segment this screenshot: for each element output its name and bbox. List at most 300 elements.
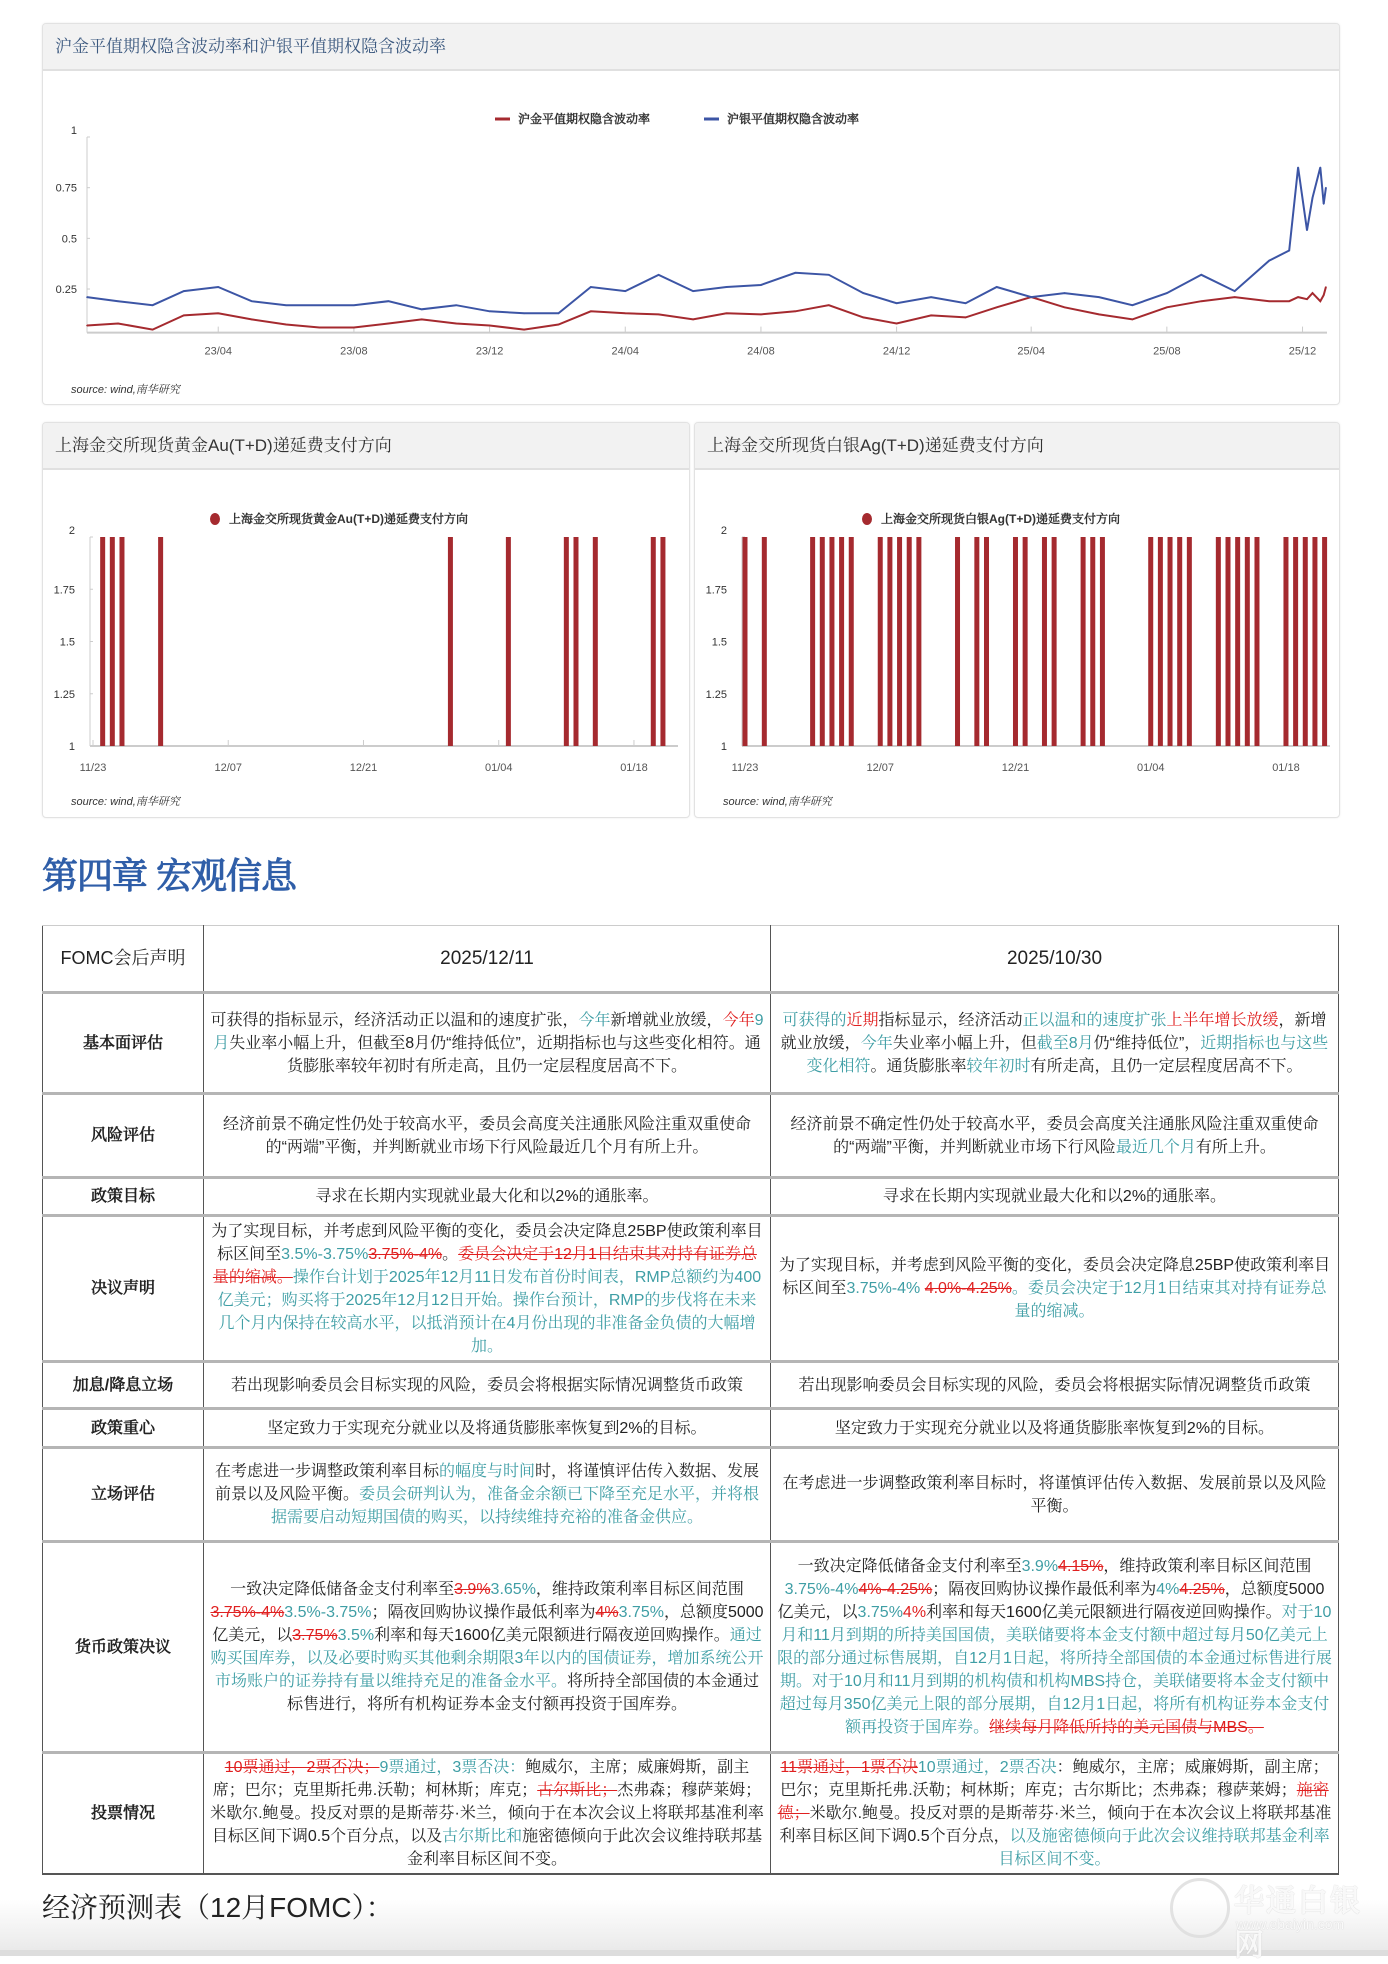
x-tick-label: 11/23: [79, 762, 107, 774]
bar-01-11: [1216, 537, 1221, 746]
deleted-text: 4.0%-4.25%: [924, 1280, 1012, 1297]
legend-label: 沪银平值期权隐含波动率: [727, 112, 860, 126]
changed-text: 上半年增长放缓: [1166, 1011, 1279, 1029]
data-point: [896, 323, 898, 325]
data-point: [217, 313, 219, 315]
data-point: [1320, 300, 1322, 302]
table-row: [43, 1094, 1339, 1178]
x-tick-label: 01/18: [620, 762, 648, 774]
changed-text: 近期指标也与这些变化相符: [806, 1034, 1329, 1075]
bar-01-08: [1187, 537, 1192, 746]
data-point: [760, 314, 762, 316]
table-row: [43, 1542, 1339, 1753]
cell-2025-12-11: [204, 1409, 771, 1448]
data-point: [996, 286, 998, 288]
changed-text: 9票通过，3票否决：: [379, 1759, 526, 1776]
changed-text: 近期: [846, 1011, 879, 1029]
x-tick-label: 23/12: [475, 345, 504, 358]
data-point: [996, 306, 998, 308]
text: 时，将谨慎评估传入数据、发展前景以及风险平衡。: [214, 1463, 760, 1503]
data-point: [1234, 296, 1236, 298]
text: 为了实现目标，并考虑到风险平衡的变化，委员会决定降息25BP使政策利率目标区间至: [211, 1222, 763, 1263]
data-point: [489, 311, 491, 313]
data-point: [1288, 250, 1290, 252]
row-label: 基本面评估: [43, 993, 204, 1094]
deleted-text: 3.75%-4%: [210, 1604, 285, 1621]
x-tick-label: 23/08: [340, 345, 368, 358]
gold-roll-fee-bar-chart: [43, 423, 689, 817]
changed-text: 较年初时: [966, 1057, 1031, 1075]
y-tick-label: 1: [68, 741, 75, 753]
deleted-text: 11票通过，1票否决: [780, 1759, 918, 1776]
x-tick-label: 25/04: [1017, 345, 1045, 358]
table-row: [43, 1216, 1339, 1362]
changed-text: 今年: [578, 1011, 611, 1029]
header-cell: 2025/12/11: [204, 926, 771, 993]
data-point: [726, 313, 728, 315]
chapter-heading: 第四章 宏观信息: [42, 855, 297, 896]
data-point: [1306, 298, 1308, 300]
cell-2025-12-11: [204, 1178, 771, 1216]
data-point: [353, 327, 355, 329]
row-label: 政策目标: [43, 1178, 204, 1216]
y-tick-label: 1: [720, 741, 727, 753]
data-point: [760, 284, 762, 286]
data-point: [1297, 167, 1299, 169]
data-point: [590, 311, 592, 313]
bar-12-28: [1081, 537, 1086, 746]
bar-01-12: [574, 537, 579, 746]
bar-11-24: [100, 537, 105, 746]
row-label: 投票情况: [43, 1753, 204, 1875]
y-tick-label: 1.5: [711, 636, 727, 649]
source-note: source: wind,南华研究: [71, 384, 180, 396]
changed-text: 3.5%-3.75%: [284, 1604, 372, 1621]
data-point: [828, 274, 830, 276]
data-point: [896, 302, 898, 304]
deleted-text: 3.75%: [292, 1627, 338, 1644]
text: ：鲍威尔，主席；威廉姆斯，副主席；巴尔；克里斯托弗.沃勒；柯林斯；库克；古尔斯比；杰弗森；穆萨莱姆；: [780, 1759, 1329, 1799]
bar-12-25: [1052, 537, 1057, 746]
text: 失业率小幅上升，但截至8月仍“维持低位”，近期指标也与这些变化相符。通货膨胀率较年初时有所走高，且仍一定层程度居高不下。: [229, 1034, 761, 1075]
data-point: [388, 300, 390, 302]
x-tick-label: 12/07: [866, 762, 895, 774]
data-point: [285, 304, 287, 306]
text: 若出现影响委员会目标实现的风险，委员会将根据实际情况调整货币政策: [798, 1376, 1311, 1394]
table-header-row: [43, 926, 1339, 993]
cell-2025-12-11: [204, 1448, 771, 1542]
data-point: [455, 323, 457, 325]
legend-label: 沪金平值期权隐含波动率: [518, 112, 651, 126]
source-note: source: wind,南华研究: [723, 796, 832, 808]
gold-roll-fee-chart-card: [42, 422, 690, 818]
bar-01-11: [564, 537, 569, 746]
data-point: [183, 290, 185, 292]
bar-01-20: [1303, 537, 1308, 746]
bar-11-25: [762, 537, 767, 746]
bar-01-06: [1168, 537, 1173, 746]
legend-label: 上海金交所现货白银Ag(T+D)递延费支付方向: [881, 512, 1120, 526]
data-point: [692, 290, 694, 292]
table-row: [43, 1409, 1339, 1448]
deleted-text: 施密德；: [777, 1782, 1329, 1822]
data-point: [1064, 292, 1066, 294]
text: 有所走高，且仍一定层程度居高不下。: [1030, 1057, 1303, 1075]
x-tick-label: 12/21: [349, 762, 378, 774]
bar-12-30: [448, 537, 453, 746]
changed-text: 截至8月: [1036, 1034, 1094, 1052]
x-tick-label: 01/04: [484, 762, 513, 774]
bar-01-14: [1245, 537, 1250, 746]
data-point: [1166, 292, 1168, 294]
text: ；隔夜回购协议操作最低利率为: [371, 1604, 596, 1621]
series-line-0: [87, 287, 1326, 330]
cell-2025-10-30: [771, 1362, 1339, 1409]
changed-text: 最近几个月: [1115, 1138, 1196, 1156]
text: 。: [442, 1245, 459, 1263]
data-point: [930, 315, 932, 317]
data-point: [828, 304, 830, 306]
data-point: [285, 324, 287, 326]
changed-text: 3.5%: [337, 1627, 375, 1644]
changed-text: 4%: [902, 1604, 927, 1621]
changed-text: 今年: [860, 1034, 893, 1052]
data-point: [421, 308, 423, 310]
bar-12-15: [955, 537, 960, 746]
bar-11-23: [743, 537, 748, 746]
forecast-heading: 经济预测表（12月FOMC）：: [42, 1892, 394, 1923]
data-point: [1132, 319, 1134, 321]
bar-12-03: [839, 537, 844, 746]
bar-01-13: [1235, 537, 1240, 746]
series-line-1: [87, 167, 1326, 313]
text: 在考虑进一步调整政策利率目标: [214, 1463, 439, 1480]
text: 可获得的指标显示，经济活动正以温和的速度扩张，: [210, 1011, 579, 1029]
bar-01-21: [1312, 537, 1317, 746]
bar-11-26: [119, 537, 124, 746]
deleted-text: 4%: [595, 1604, 619, 1621]
row-label: 政策重心: [43, 1409, 204, 1448]
bar-01-05: [1158, 537, 1163, 746]
row-label: 加息/降息立场: [43, 1362, 204, 1409]
silver-roll-fee-bar-chart: [695, 423, 1339, 817]
data-point: [1268, 300, 1270, 302]
legend-label: 上海金交所现货黄金Au(T+D)递延费支付方向: [229, 512, 468, 526]
changed-text: 10票通过，2票否决: [917, 1759, 1057, 1776]
data-point: [1234, 290, 1236, 292]
cell-2025-10-30: [771, 1753, 1339, 1875]
volatility-chart-card: [42, 23, 1340, 405]
watermark-url: www.ebaiyin.com: [1236, 1916, 1345, 1932]
data-point: [489, 325, 491, 327]
bar-12-11: [916, 537, 921, 746]
changed-text: 正以温和的速度扩张: [1022, 1011, 1167, 1029]
bar-11-30: [158, 537, 163, 746]
text: ，总额度5000亿美元，以: [212, 1604, 764, 1644]
data-point: [523, 313, 525, 315]
text: 失业率小幅上升，但: [892, 1034, 1037, 1052]
data-point: [523, 329, 525, 331]
data-point: [930, 296, 932, 298]
text: 鲍威尔，主席；威廉姆斯，副主席；巴尔；克里斯托弗.沃勒；柯林斯；库克；: [212, 1759, 750, 1799]
changed-text: 委员会研判认为，准备金余额已下降至充足水平，并将根据需要启动短期国债的购买，以持续维持充裕的准备金供应。: [270, 1486, 760, 1526]
data-point: [1030, 296, 1032, 298]
changed-text: 操作台计划于2025年12月11日发布首份时间表，RMP总额约为400亿美元；购买将于2025年12月12日开始。操作台预计，RMP的步伐将在未来几个月内保持在较高水平，以抵消预计在4月份出现的非准备金负债的大幅增加。: [217, 1268, 762, 1355]
bar-12-04: [849, 537, 854, 746]
deleted-text: 10票通过，2票否决；: [224, 1759, 380, 1776]
x-tick-label: 11/23: [731, 762, 759, 774]
bar-12-02: [829, 537, 834, 746]
data-point: [558, 324, 560, 326]
data-point: [353, 304, 355, 306]
text: 。通货膨胀率: [870, 1057, 967, 1075]
table-row: [43, 1178, 1339, 1216]
watermark-icon: [1170, 1878, 1230, 1938]
data-point: [795, 311, 797, 313]
cell-2025-12-11: [204, 1362, 771, 1409]
deleted-text: 3.75%-4%: [368, 1245, 443, 1263]
data-point: [1268, 260, 1270, 262]
data-point: [1098, 296, 1100, 298]
x-tick-label: 25/12: [1288, 345, 1317, 358]
bar-12-08: [887, 537, 892, 746]
bar-12-21: [1013, 537, 1018, 746]
data-point: [1306, 229, 1308, 231]
bar-01-21: [660, 537, 665, 746]
watermark-logo: [1170, 1872, 1380, 1962]
data-point: [1297, 296, 1299, 298]
data-point: [421, 319, 423, 321]
x-tick-label: 01/04: [1136, 762, 1165, 774]
bar-01-22: [1322, 537, 1327, 746]
table-row: [43, 1753, 1339, 1875]
table-row: [43, 1362, 1339, 1409]
y-tick-label: 2: [720, 525, 727, 537]
data-point: [1201, 274, 1203, 276]
bar-01-19: [1293, 537, 1298, 746]
text: 若出现影响委员会目标实现的风险，委员会将根据实际情况调整货币政策: [230, 1376, 743, 1394]
row-label: 风险评估: [43, 1094, 204, 1178]
bar-12-10: [907, 537, 912, 746]
x-tick-label: 25/08: [1153, 345, 1181, 358]
silver-roll-fee-chart-card: [694, 422, 1340, 818]
data-point: [558, 313, 560, 315]
y-tick-label: 1.75: [705, 584, 727, 597]
x-tick-label: 01/18: [1272, 762, 1300, 774]
text: ，新增就业放缓，: [780, 1011, 1327, 1052]
cell-2025-12-11: [204, 993, 771, 1094]
text: 寻求在长期内实现就业最大化和以2%的通胀率。: [315, 1188, 659, 1205]
changed-text: 以及施密德倾向于此次会议维持联邦基金利率目标区间不变。: [998, 1828, 1330, 1868]
bar-12-24: [1042, 537, 1047, 746]
y-tick-label: 0.75: [55, 182, 77, 195]
table-row: [43, 993, 1339, 1094]
data-point: [1201, 300, 1203, 302]
deleted-text: 继续每月降低所持的美元国债与MBS。: [989, 1719, 1264, 1736]
cell-2025-10-30: [771, 1094, 1339, 1178]
text: ，维持政策利率目标区间范围: [535, 1581, 744, 1598]
bar-01-18: [1283, 537, 1288, 746]
data-point: [965, 302, 967, 304]
data-point: [319, 304, 321, 306]
data-point: [1288, 300, 1290, 302]
bar-01-15: [1254, 537, 1259, 746]
changed-text: 3.9%: [1021, 1558, 1059, 1575]
text: 在考虑进一步调整政策利率目标时，将谨慎评估传入数据、发展前景以及风险平衡。: [782, 1474, 1327, 1515]
bar-12-09: [897, 537, 902, 746]
data-point: [590, 286, 592, 288]
text: 寻求在长期内实现就业最大化和以2%的通胀率。: [882, 1188, 1227, 1205]
cell-2025-12-11: [204, 1542, 771, 1753]
text: 新增就业放缓，: [610, 1011, 723, 1029]
bar-01-12: [1226, 537, 1231, 746]
data-point: [117, 300, 119, 302]
deleted-text: 3.9%: [454, 1581, 491, 1598]
changed-text: 古尔斯比和: [442, 1828, 523, 1845]
bar-01-04: [1148, 537, 1153, 746]
changed-text: 对于10月和11月到期的所持美国国债，美联储要将本金支付额中超过每月50亿美元上限的部分通过标售展期，自12月1日起，将所持全部国债的本金通过标售进行展期。对于10月和11月到期的机构债和机构MBS持仓，美联储要将本金支付额中超过每月350亿美元上限的部分展期，自12月1日起，将所有机构证券本金支付额再投资于国库券。: [777, 1604, 1332, 1736]
y-tick-label: 1.25: [705, 688, 727, 701]
text: 施密德倾向于此次会议维持联邦基金利率目标区间不变。: [406, 1828, 763, 1868]
row-label: 决议声明: [43, 1216, 204, 1362]
text: 坚定致力于实现充分就业以及将通货膨胀率恢复到2%的目标。: [267, 1419, 707, 1437]
cell-2025-10-30: [771, 1178, 1339, 1216]
data-point: [1064, 306, 1066, 308]
data-point: [1098, 314, 1100, 316]
cell-2025-10-30: [771, 1216, 1339, 1362]
cell-2025-12-11: [204, 1216, 771, 1362]
text: 一致决定降低储备金支付利率至: [797, 1558, 1022, 1575]
text: 杰弗森；穆萨莱姆；米歇尔.鲍曼。投反对票的是斯蒂芬·米兰，倾向于在本次会议上将联邦基准利率目标区间下调0.5个百分点，以及: [210, 1782, 764, 1845]
cell-2025-10-30: [771, 1448, 1339, 1542]
y-tick-label: 1.75: [53, 584, 75, 597]
x-tick-label: 24/08: [747, 345, 775, 358]
legend-swatch: [210, 513, 220, 525]
data-point: [1312, 292, 1314, 294]
header-cell: 2025/10/30: [771, 926, 1339, 993]
changed-text: 3.75%: [857, 1604, 903, 1621]
cell-2025-10-30: [771, 993, 1339, 1094]
text: ；隔夜回购协议操作最低利率为: [932, 1581, 1157, 1598]
deleted-text: 古尔斯比；: [537, 1782, 618, 1799]
row-label: 立场评估: [43, 1448, 204, 1542]
data-point: [1312, 197, 1314, 199]
data-point: [692, 319, 694, 321]
text: 坚定致力于实现充分就业以及将通货膨胀率恢复到2%的目标。: [834, 1419, 1275, 1437]
bar-11-25: [110, 537, 115, 746]
y-tick-label: 1.5: [59, 636, 75, 649]
changed-text: 3.75%: [618, 1604, 664, 1621]
watermark-name: 华通白银网: [1234, 1885, 1362, 1962]
data-point: [1132, 304, 1134, 306]
changed-text: 通过购买国库券，以及必要时购买其他剩余期限3年以内的国债证券，增加系统公开市场账户的证券持有量以维持充足的准备金水平。: [210, 1627, 764, 1690]
x-tick-label: 23/04: [204, 345, 232, 358]
text: ，总额度5000亿美元，以: [777, 1581, 1325, 1621]
changed-text: 今年: [722, 1011, 755, 1029]
text: 一致决定降低储备金支付利率至: [230, 1581, 455, 1598]
text: 利率和每天1600亿美元限额进行隔夜逆回购操作。: [374, 1627, 730, 1644]
changed-text: 9月: [213, 1011, 764, 1052]
data-point: [152, 304, 154, 306]
data-point: [1166, 306, 1168, 308]
text: 经济前景不确定性仍处于较高水平，委员会高度关注通胀风险注重双重使命的“两端”平衡，并判断就业市场下行风险最近几个月有所上升。: [222, 1115, 751, 1156]
fomc-comparison-table: [42, 925, 1339, 1875]
data-point: [965, 317, 967, 319]
text: ，维持政策利率目标区间范围: [1103, 1558, 1312, 1575]
data-point: [86, 296, 88, 298]
bar-12-30: [1100, 537, 1105, 746]
cell-2025-12-11: [204, 1094, 771, 1178]
bar-01-14: [593, 537, 598, 746]
bar-12-18: [984, 537, 989, 746]
changed-text: 3.65%: [490, 1581, 536, 1598]
volatility-line-chart: [43, 24, 1339, 404]
changed-text: 3.75%-4%: [784, 1581, 859, 1598]
table-row: [43, 1448, 1339, 1542]
text: 米歇尔.鲍曼。投反对票的是斯蒂芬·米兰，倾向于在本次会议上将联邦基准利率目标区间下调0.5个百分点，: [779, 1805, 1332, 1845]
x-tick-label: 24/04: [611, 345, 640, 358]
deleted-text: 委员会决定于12月1日结束其对持有证券总量的缩减。: [212, 1245, 757, 1286]
legend-swatch: [862, 513, 872, 525]
text: 为了实现目标，并考虑到风险平衡的变化，委员会决定降息25BP使政策利率目标区间至: [778, 1257, 1331, 1297]
chart-title: 上海金交所现货白银Ag(T+D)递延费支付方向: [695, 423, 1339, 470]
changed-text: 4%: [1156, 1581, 1180, 1598]
data-point: [217, 286, 219, 288]
data-point: [795, 272, 797, 274]
data-point: [862, 317, 864, 319]
text: 指标显示，经济活动: [878, 1011, 1023, 1029]
text: 仍“维持低位”，: [1093, 1034, 1201, 1052]
data-point: [862, 292, 864, 294]
data-point: [183, 315, 185, 317]
bar-01-20: [651, 537, 656, 746]
deleted-text: 4%-4.25%: [858, 1581, 933, 1598]
data-point: [152, 329, 154, 331]
data-point: [1323, 294, 1325, 296]
bar-12-22: [1023, 537, 1028, 746]
data-point: [251, 300, 253, 302]
y-tick-label: 1.25: [53, 688, 75, 701]
bar-01-07: [1177, 537, 1182, 746]
data-point: [726, 286, 728, 288]
changed-text: 3.75%-4%: [846, 1280, 925, 1297]
source-note: source: wind,南华研究: [71, 796, 180, 808]
y-tick-label: 1: [70, 125, 77, 137]
bar-12-01: [820, 537, 825, 746]
bar-01-05: [506, 537, 511, 746]
data-point: [624, 290, 626, 292]
cell-2025-12-11: [204, 1753, 771, 1875]
data-point: [1325, 286, 1327, 288]
y-tick-label: 0.25: [55, 284, 77, 297]
bar-12-29: [1090, 537, 1095, 746]
text: 有所上升。: [1195, 1138, 1276, 1156]
text: 将所持全部国债的本金通过标售进行，将所有机构证券本金支付额再投资于国库券。: [286, 1673, 760, 1713]
data-point: [1325, 187, 1327, 189]
row-label: 货币政策决议: [43, 1542, 204, 1753]
chart-title: 上海金交所现货黄金Au(T+D)递延费支付方向: [43, 423, 689, 470]
data-point: [455, 304, 457, 306]
data-point: [86, 325, 88, 327]
data-point: [117, 323, 119, 325]
data-point: [388, 323, 390, 325]
data-point: [658, 274, 660, 276]
changed-text: 可获得的: [782, 1011, 847, 1029]
x-tick-label: 12/21: [1001, 762, 1030, 774]
bar-11-30: [810, 537, 815, 746]
deleted-text: 4.15%: [1058, 1558, 1104, 1575]
data-point: [1323, 203, 1325, 205]
